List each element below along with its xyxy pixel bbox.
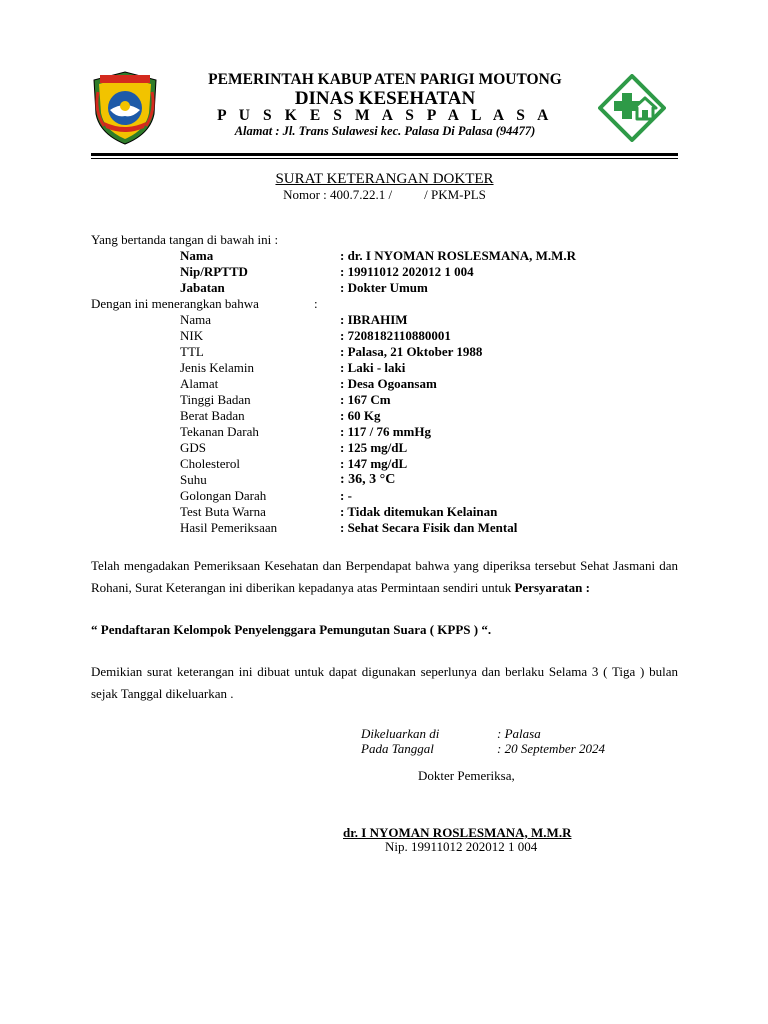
subject-cholesterol-value: : 147 mg/dL: [340, 456, 408, 471]
subject-blood-pressure-label: Tekanan Darah: [180, 424, 259, 439]
document-number-suffix: / PKM-PLS: [424, 187, 486, 202]
subject-name-value: : IBRAHIM: [340, 312, 408, 327]
subject-blood-type-label: Golongan Darah: [180, 488, 267, 503]
subject-gender-label: Jenis Kelamin: [180, 360, 255, 375]
subject-address-label: Alamat: [180, 376, 219, 391]
subject-temperature-value: : 36, 3 °C: [340, 472, 396, 487]
header-divider-thick: [91, 153, 678, 156]
issued-place-label: Dikeluarkan di: [361, 726, 440, 741]
issued-date-label: Pada Tanggal: [361, 741, 434, 756]
facility-address: Alamat : Jl. Trans Sulawesi kec. Palasa Di Palasa (94477): [234, 124, 536, 138]
subject-color-blind-test-value: : Tidak ditemukan Kelainan: [340, 504, 498, 519]
issued-place-value: : Palasa: [497, 726, 541, 741]
signatory-intro: Yang bertanda tangan di bawah ini :: [91, 232, 279, 247]
signer-role: Dokter Pemeriksa,: [418, 768, 515, 783]
subject-cholesterol-label: Cholesterol: [180, 456, 240, 471]
subject-temperature-label: Suhu: [180, 472, 207, 487]
signatory-nip-value: : 19911012 202012 1 004: [340, 264, 474, 279]
subject-height-label: Tinggi Badan: [180, 392, 251, 407]
subject-blood-pressure-value: : 117 / 76 mmHg: [340, 424, 431, 439]
subject-gds-label: GDS: [180, 440, 207, 455]
subject-intro-colon: :: [314, 296, 318, 311]
subject-exam-result-label: Hasil Pemeriksaan: [180, 520, 278, 535]
subject-gds-value: : 125 mg/dL: [340, 440, 408, 455]
government-name: PEMERINTAH KABUP ATEN PARIGI MOUTONG: [208, 71, 562, 88]
subject-color-blind-test-label: Test Buta Warna: [180, 504, 266, 519]
document-number-prefix: Nomor : 400.7.22.1 /: [283, 187, 393, 202]
subject-blood-type-value: : -: [340, 488, 352, 503]
regency-seal-logo: [90, 70, 160, 146]
subject-ttl-value: : Palasa, 21 Oktober 1988: [340, 344, 483, 359]
signatory-name-value: : dr. I NYOMAN ROSLESMANA, M.M.R: [340, 248, 577, 263]
closing-paragraph: Demikian surat keterangan ini dibuat untuk dapat digunakan seperlunya dan berlaku Selama 3 ( Tiga ) bulan sejak Tanggal dikeluarkan .: [91, 664, 678, 701]
subject-height-value: : 167 Cm: [340, 392, 391, 407]
statement-text: Telah mengadakan Pemeriksaan Kesehatan dan Berpendapat bahwa yang diperiksa tersebut Sehat Jasmani dan Rohani, Surat Keterangan ini diberikan kepadanya atas Permintaan sendiri untuk: [91, 558, 678, 595]
subject-nik-label: NIK: [180, 328, 204, 343]
document-title: SURAT KETERANGAN DOKTER: [275, 171, 494, 187]
statement-paragraph: [91, 555, 678, 599]
requirement-label: Persyaratan :: [514, 580, 590, 595]
signatory-name-label: Nama: [180, 248, 214, 263]
facility-name: P U S K E S M A S P A L A S A: [217, 107, 553, 124]
purpose-text: “ Pendaftaran Kelompok Penyelenggara Pemungutan Suara ( KPPS ) “.: [91, 622, 492, 637]
signer-name: dr. I NYOMAN ROSLESMANA, M.M.R: [343, 825, 572, 840]
agency-name: DINAS KESEHATAN: [294, 88, 476, 109]
subject-intro: Dengan ini menerangkan bahwa: [91, 296, 259, 311]
subject-address-value: : Desa Ogoansam: [340, 376, 437, 391]
issued-date-value: : 20 September 2024: [497, 741, 605, 756]
signatory-nip-label: Nip/RPTTD: [180, 264, 248, 279]
subject-ttl-label: TTL: [180, 344, 204, 359]
subject-nik-value: : 7208182110880001: [340, 328, 451, 343]
document-number: [91, 187, 678, 203]
header-divider-thin: [91, 158, 678, 159]
subject-weight-value: : 60 Kg: [340, 408, 381, 423]
subject-weight-label: Berat Badan: [180, 408, 245, 423]
signatory-position-label: Jabatan: [180, 280, 225, 295]
subject-gender-value: : Laki - laki: [340, 360, 406, 375]
signatory-position-value: : Dokter Umum: [340, 280, 428, 295]
subject-exam-result-value: : Sehat Secara Fisik dan Mental: [340, 520, 518, 535]
subject-name-label: Nama: [180, 312, 212, 327]
signer-nip: Nip. 19911012 202012 1 004: [385, 839, 538, 854]
